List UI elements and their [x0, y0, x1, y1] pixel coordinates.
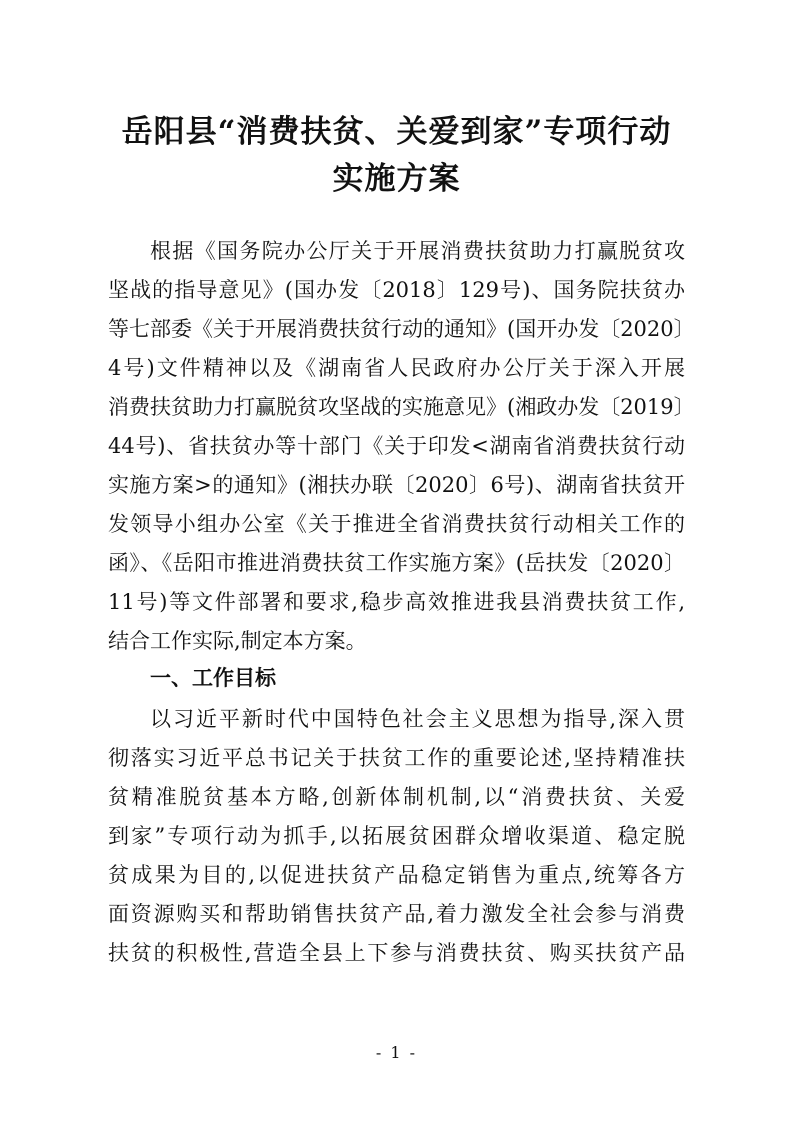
section-heading: 一、工作目标	[150, 666, 276, 690]
body-text-line: 以习近平新时代中国特色社会主义思想为指导,深入贯	[150, 707, 685, 731]
body-text-line: 扶贫的积极性,营造全县上下参与消费扶贫、购买扶贫产品	[108, 941, 685, 965]
body-text-line: 4号)文件精神以及《湖南省人民政府办公厅关于深入开展	[108, 356, 685, 380]
body-text-line: 函》、《岳阳市推进消费扶贫工作实施方案》(岳扶发〔2020〕	[108, 551, 685, 575]
body-text-line: 44号)、省扶贫办等十部门《关于印发<湖南省消费扶贫行动	[108, 434, 685, 458]
body-text-line: 等七部委《关于开展消费扶贫行动的通知》(国开办发〔2020〕	[108, 317, 695, 341]
body-text-line: 贫成果为目的,以促进扶贫产品稳定销售为重点,统筹各方	[108, 863, 685, 887]
document-title-line-2: 实施方案	[332, 161, 461, 197]
body-text-line: 根据《国务院办公厅关于开展消费扶贫助力打赢脱贫攻	[150, 239, 685, 263]
body-text-line: 结合工作实际,制定本方案。	[108, 629, 367, 653]
page-number: - 1 -	[375, 1043, 418, 1062]
document-title-line-1: 岳阳县“消费扶贫、关爱到家”专项行动	[121, 114, 672, 150]
body-text-line: 贫精准脱贫基本方略,创新体制机制,以“消费扶贫、关爱	[108, 785, 685, 809]
body-text-line: 11号)等文件部署和要求,稳步高效推进我县消费扶贫工作,	[108, 590, 685, 614]
body-text-line: 发领导小组办公室《关于推进全省消费扶贫行动相关工作的	[108, 512, 685, 536]
body-text-line: 彻落实习近平总书记关于扶贫工作的重要论述,坚持精准扶	[108, 746, 685, 770]
body-text-line: 面资源购买和帮助销售扶贫产品,着力激发全社会参与消费	[108, 902, 685, 926]
body-text-line: 实施方案>的通知》(湘扶办联〔2020〕6号)、湖南省扶贫开	[108, 473, 685, 497]
body-text-line: 到家”专项行动为抓手,以拓展贫困群众增收渠道、稳定脱	[108, 824, 685, 848]
body-text-line: 坚战的指导意见》(国办发〔2018〕129号)、国务院扶贫办	[108, 278, 685, 302]
body-text-line: 消费扶贫助力打赢脱贫攻坚战的实施意见》(湘政办发〔2019〕	[108, 395, 695, 419]
